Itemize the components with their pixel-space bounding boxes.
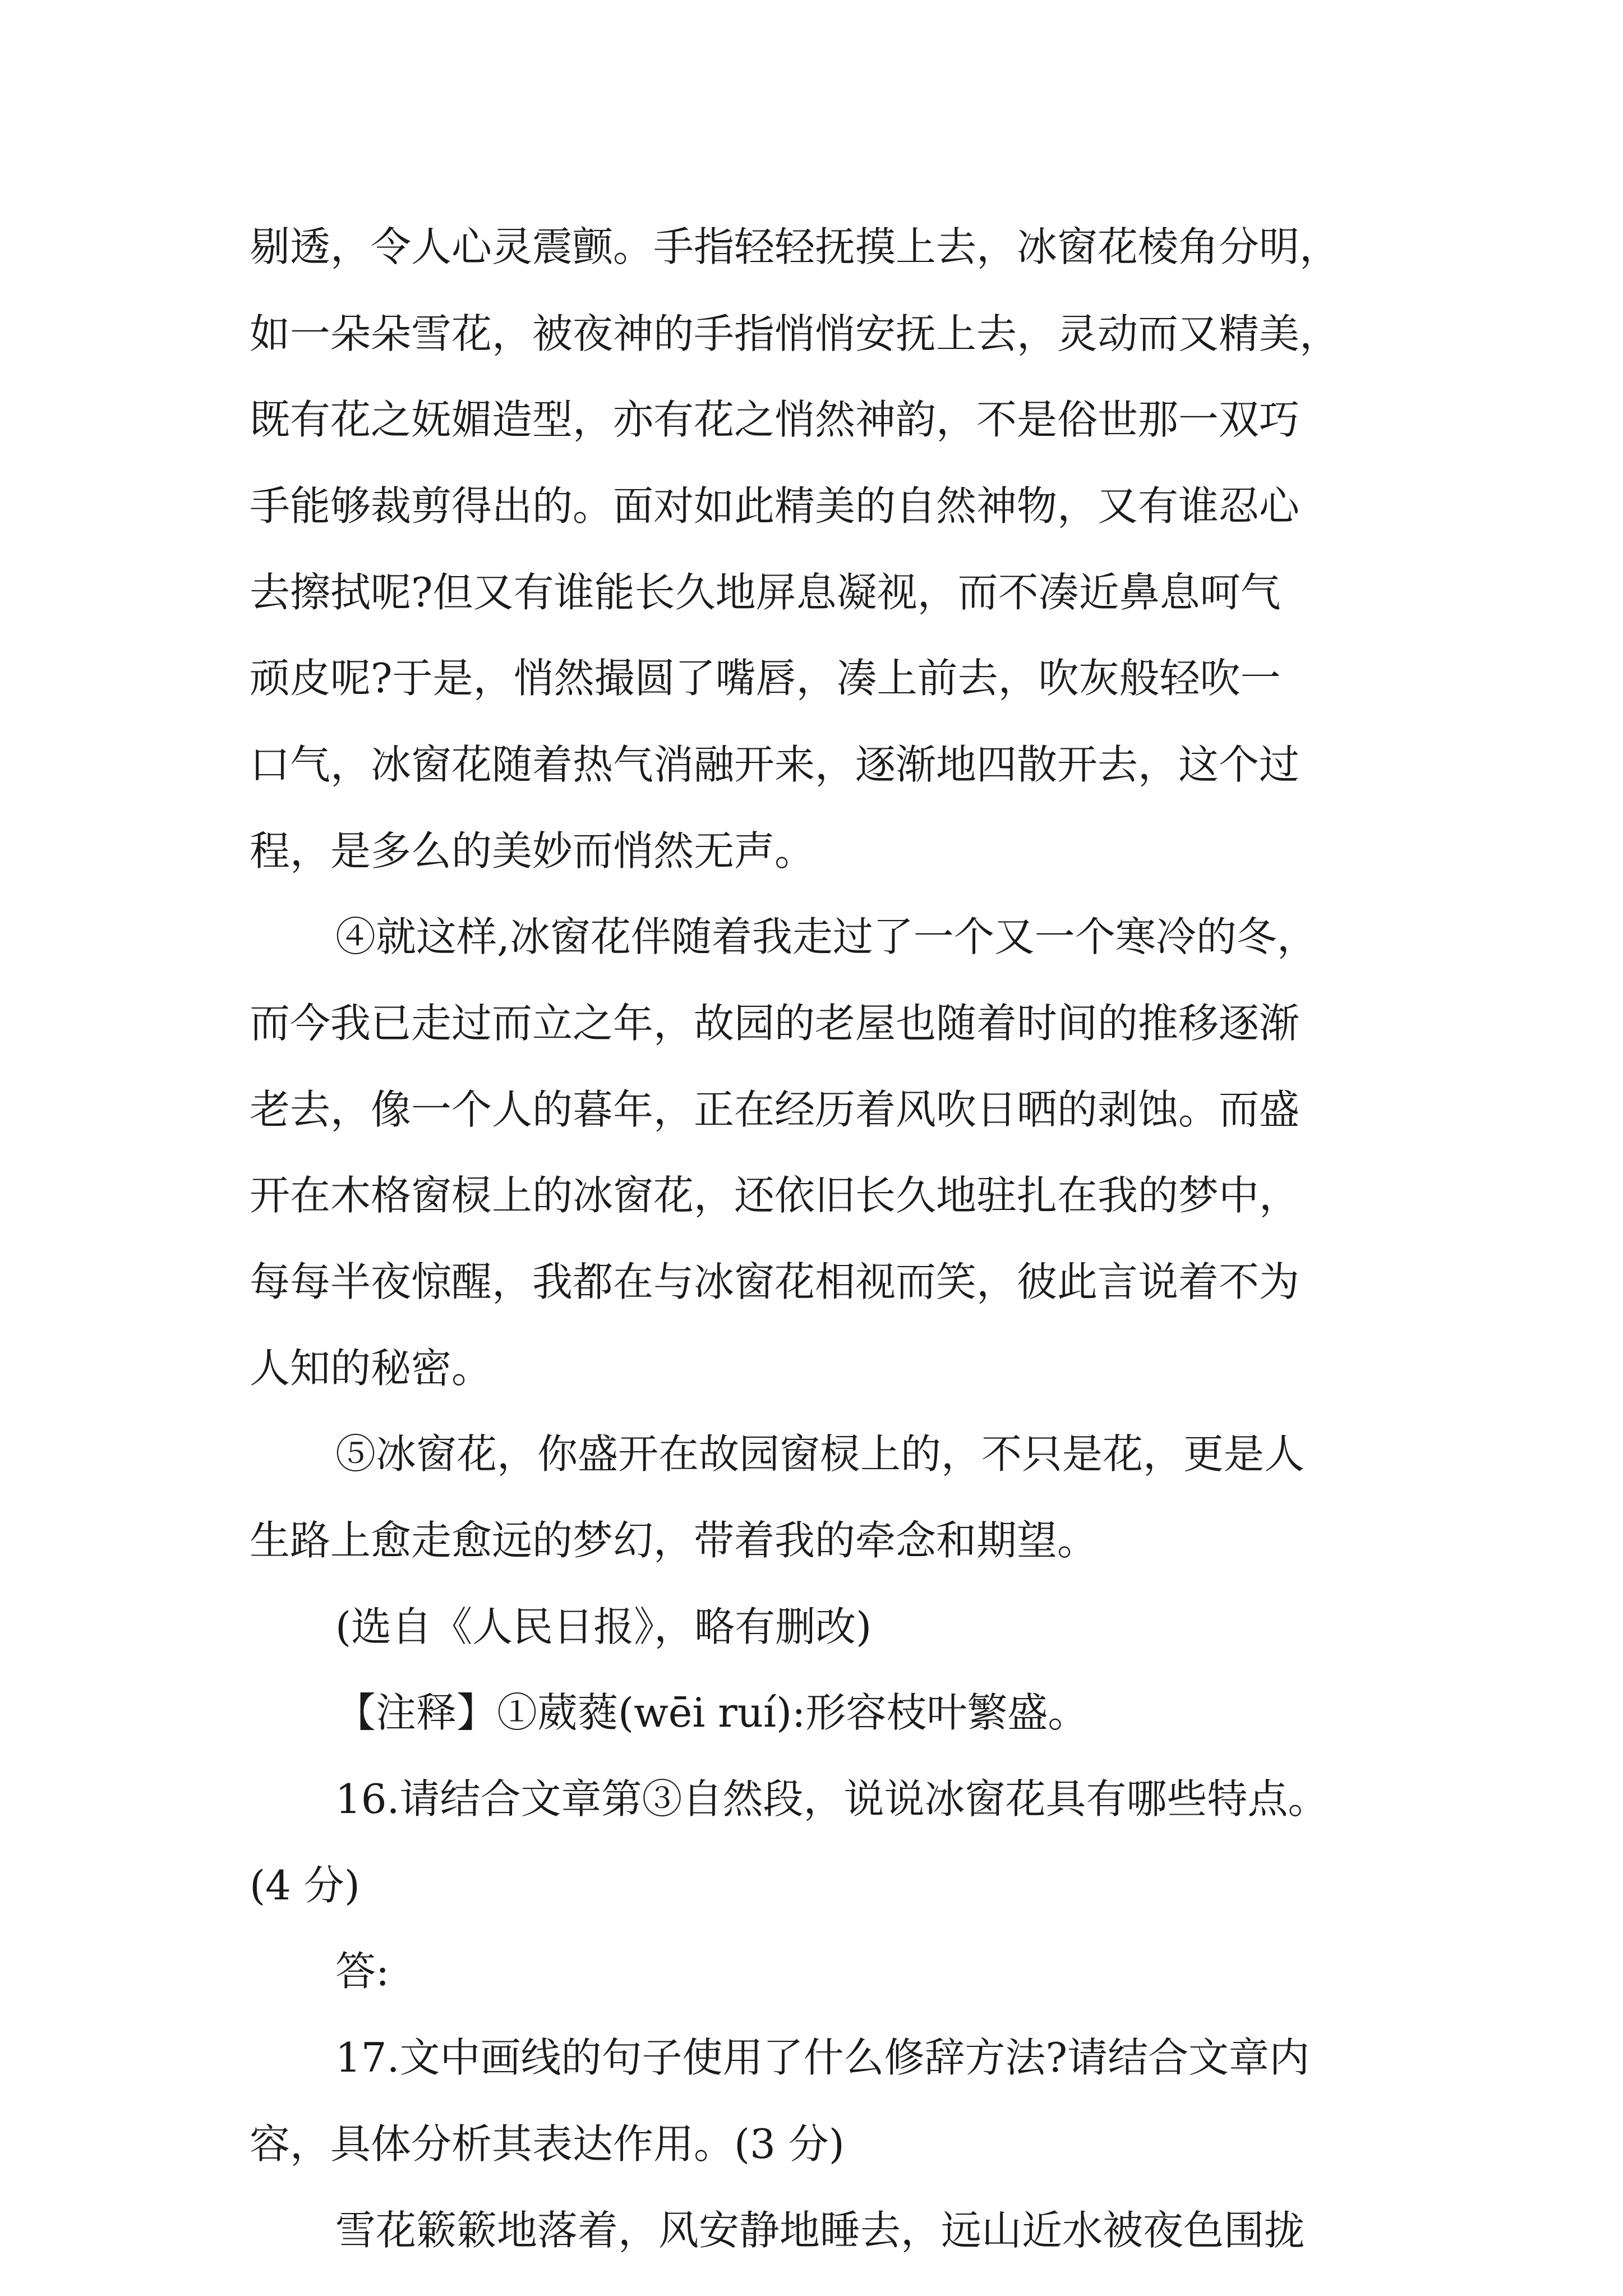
- text-line: 顽皮呢?于是，悄然撮圆了嘴唇，凑上前去，吹灰般轻吹一: [250, 655, 1281, 702]
- answer-label: 答:: [335, 1948, 390, 1995]
- text-line: 如一朵朵雪花，被夜神的手指悄悄安抚上去，灵动而又精美，: [250, 310, 1340, 357]
- question-16-score: (4 分): [250, 1862, 360, 1909]
- text-line: 而今我已走过而立之年，故园的老屋也随着时间的推移逐渐: [250, 1000, 1300, 1047]
- text-line: 老去，像一个人的暮年，正在经历着风吹日晒的剥蚀。而盛: [250, 1086, 1300, 1133]
- question-17-continued: 容，具体分析其表达作用。(3 分): [250, 2120, 845, 2168]
- question-17: 17.文中画线的句子使用了什么修辞方法?请结合文章内: [335, 2034, 1310, 2081]
- source-citation: (选自《人民日报》，略有删改): [335, 1603, 872, 1650]
- text-line: 每每半夜惊醒，我都在与冰窗花相视而笑，彼此言说着不为: [250, 1258, 1300, 1305]
- quoted-sentence: 雪花簌簌地落着，风安静地睡去，远山近水被夜色围拢: [335, 2207, 1305, 2254]
- text-line: 生路上愈走愈远的梦幻，带着我的牵念和期望。: [250, 1517, 1098, 1564]
- text-line: 人知的秘密。: [250, 1345, 492, 1392]
- text-line: 口气，冰窗花随着热气消融开来，逐渐地四散开去，这个过: [250, 741, 1300, 788]
- text-line: 开在木格窗棂上的冰窗花，还依旧长久地驻扎在我的梦中，: [250, 1172, 1300, 1219]
- text-line: 程，是多么的美妙而悄然无声。: [250, 827, 815, 875]
- text-line: 剔透，令人心灵震颤。手指轻轻抚摸上去，冰窗花棱角分明，: [250, 223, 1340, 270]
- text-line: 手能够裁剪得出的。面对如此精美的自然神物，又有谁忍心: [250, 482, 1300, 530]
- paragraph-5-first-line: ⑤冰窗花，你盛开在故园窗棂上的，不只是花，更是人: [335, 1430, 1305, 1478]
- question-16: 16.请结合文章第③自然段，说说冰窗花具有哪些特点。: [335, 1775, 1329, 1823]
- text-line: 既有花之妩媚造型，亦有花之悄然神韵，不是俗世那一双巧: [250, 396, 1300, 443]
- text-line: 去擦拭呢?但又有谁能长久地屏息凝视，而不凑近鼻息呵气: [250, 569, 1281, 616]
- paragraph-4-first-line: ④就这样,冰窗花伴随着我走过了一个又一个寒冷的冬，: [335, 913, 1317, 960]
- annotation-note: 【注释】①葳蕤(wēi ruí):形容枝叶繁盛。: [335, 1689, 1089, 1736]
